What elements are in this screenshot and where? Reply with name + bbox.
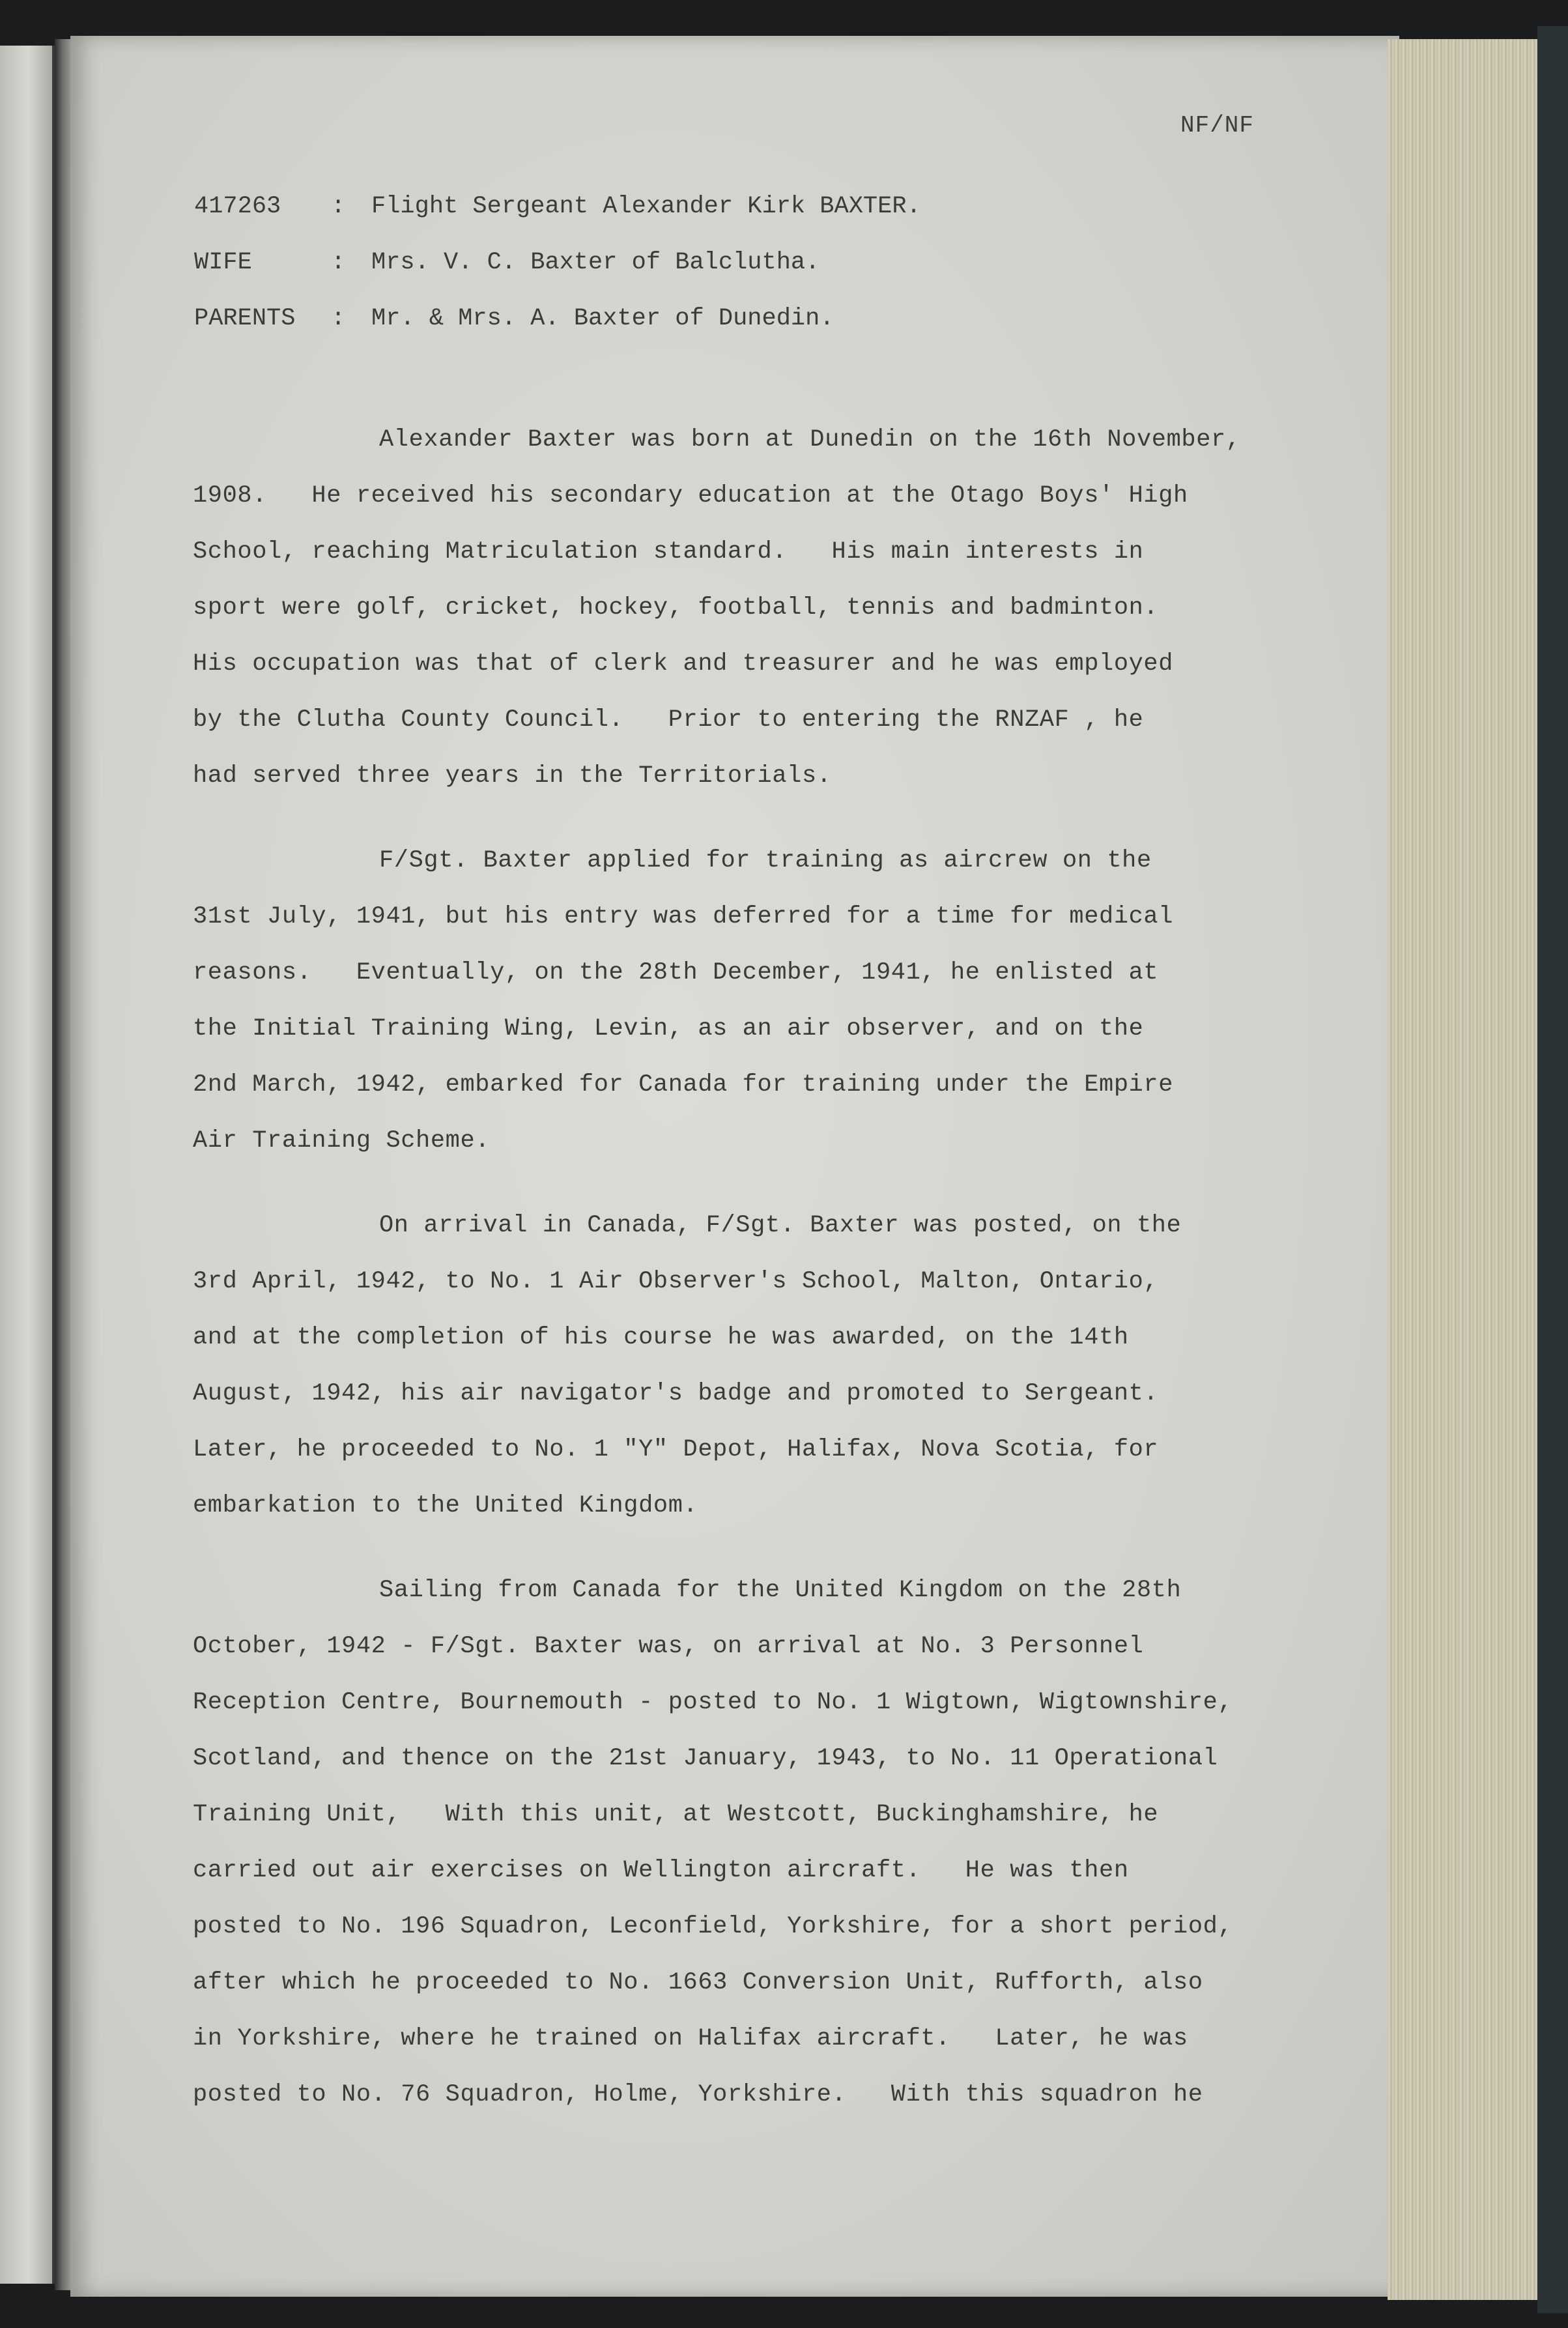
text-line: posted to No. 76 Squadron, Holme, Yorkshire. With this squadron he: [193, 2081, 1203, 2108]
header-value: Flight Sergeant Alexander Kirk BAXTER.: [371, 193, 921, 220]
text-line: His occupation was that of clerk and treasurer and he was employed: [193, 650, 1174, 678]
biography-text: [193, 412, 1365, 2151]
text-line: posted to No. 196 Squadron, Leconfield, Yorkshire, for a short period,: [193, 1913, 1233, 1940]
text-line: 3rd April, 1942, to No. 1 Air Observer's School, Malton, Ontario,: [193, 1268, 1159, 1295]
header-label: WIFE: [194, 249, 252, 276]
paragraph-early-life: [193, 412, 1365, 804]
text-line: 1908. He received his secondary education at the Otago Boys' High: [193, 482, 1188, 510]
header-colon: :: [331, 249, 346, 276]
text-line: carried out air exercises on Wellington aircraft. He was then: [193, 1857, 1129, 1884]
book-cover-edge: [1537, 26, 1568, 2313]
text-line: Air Training Scheme.: [193, 1127, 491, 1155]
text-line: August, 1942, his air navigator's badge and promoted to Sergeant.: [193, 1380, 1159, 1407]
header-label: PARENTS: [194, 305, 296, 332]
header-colon: :: [331, 305, 346, 332]
text-line: 31st July, 1941, but his entry was deferred for a time for medical: [193, 903, 1174, 930]
page-stack-edges: [1388, 39, 1551, 2300]
facing-page-edge: [0, 46, 55, 2284]
text-line: the Initial Training Wing, Levin, as an air observer, and on the: [193, 1015, 1144, 1042]
header-value: Mr. & Mrs. A. Baxter of Dunedin.: [371, 305, 834, 332]
text-line: sport were golf, cricket, hockey, football, tennis and badminton.: [193, 594, 1159, 622]
text-line: School, reaching Matriculation standard. His main interests in: [193, 538, 1144, 566]
text-line: and at the completion of his course he was awarded, on the 14th: [193, 1324, 1129, 1351]
page-reference: NF/NF: [1180, 112, 1255, 139]
header-row-service-number: [194, 193, 921, 249]
text-line: in Yorkshire, where he trained on Halifax aircraft. Later, he was: [193, 2025, 1188, 2052]
text-line: after which he proceeded to No. 1663 Conversion Unit, Rufforth, also: [193, 1969, 1203, 1996]
text-line: 2nd March, 1942, embarked for Canada for training under the Empire: [193, 1071, 1174, 1099]
paragraph-enlistment: [193, 833, 1365, 1169]
paragraph-united-kingdom: [193, 1562, 1365, 2123]
header-value: Mrs. V. C. Baxter of Balclutha.: [371, 249, 820, 276]
text-line: Later, he proceeded to No. 1 "Y" Depot, Halifax, Nova Scotia, for: [193, 1436, 1159, 1463]
paragraph-canada-training: [193, 1198, 1365, 1534]
text-line: F/Sgt. Baxter applied for training as aircrew on the: [379, 847, 1152, 874]
header-colon: :: [331, 193, 346, 220]
text-line: reasons. Eventually, on the 28th December, 1941, he enlisted at: [193, 959, 1159, 986]
text-line: October, 1942 - F/Sgt. Baxter was, on arrival at No. 3 Personnel: [193, 1633, 1144, 1660]
text-line: On arrival in Canada, F/Sgt. Baxter was posted, on the: [379, 1212, 1182, 1239]
text-line: Reception Centre, Bournemouth - posted to No. 1 Wigtown, Wigtownshire,: [193, 1689, 1233, 1716]
text-line: had served three years in the Territorials.: [193, 762, 832, 790]
record-header: [194, 193, 921, 361]
text-line: by the Clutha County Council. Prior to entering the RNZAF , he: [193, 706, 1144, 734]
text-line: Sailing from Canada for the United Kingdom on the 28th: [379, 1577, 1182, 1604]
header-row-parents: [194, 305, 921, 361]
text-line: Training Unit, With this unit, at Westcott, Buckinghamshire, he: [193, 1801, 1159, 1828]
text-line: embarkation to the United Kingdom.: [193, 1492, 698, 1519]
header-label: 417263: [194, 193, 281, 220]
text-line: Alexander Baxter was born at Dunedin on the 16th November,: [379, 426, 1241, 453]
header-row-wife: [194, 249, 921, 305]
text-line: Scotland, and thence on the 21st January, 1943, to No. 11 Operational: [193, 1745, 1218, 1772]
